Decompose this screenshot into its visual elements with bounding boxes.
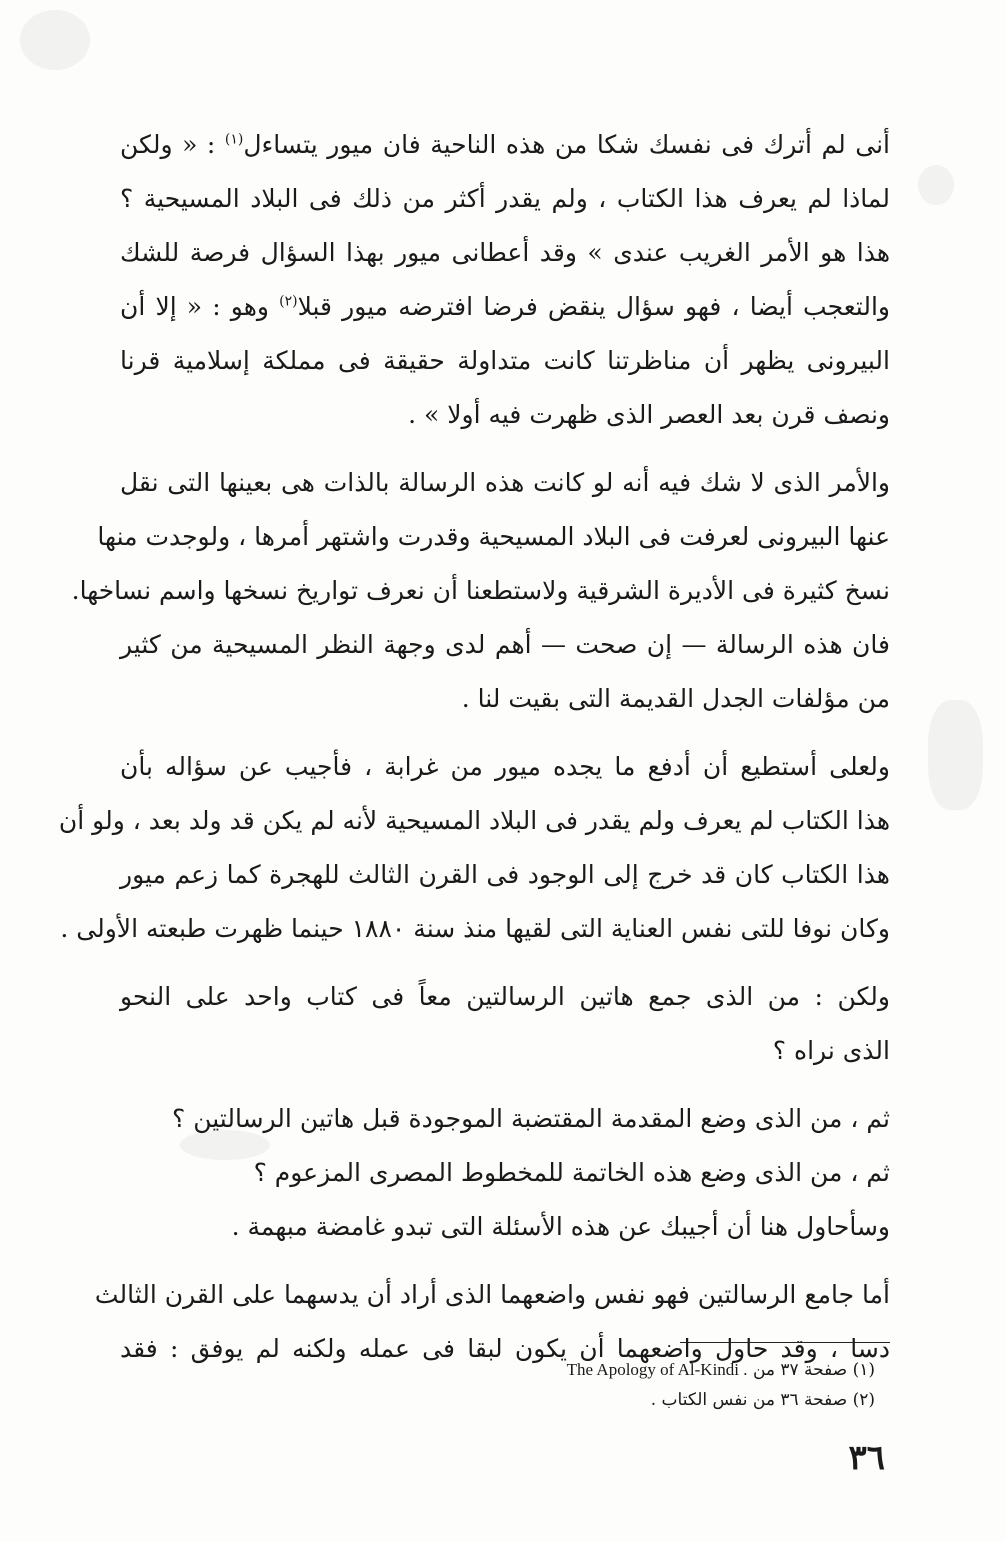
footnote-divider	[680, 1342, 890, 1343]
text-line: ونصف قرن بعد العصر الذى ظهرت فيه أولا » .	[408, 400, 890, 429]
footnotes	[135, 1355, 875, 1415]
text-line: والتعجب أيضا ، فهو سؤال ينقض فرضا افترضه ميور قبلا$^{(٢)}$ وهو : « إلا أن	[120, 292, 890, 321]
page-number: ٣٦	[848, 1438, 885, 1478]
footnote-1: (١) صفحة ٣٧ من The Apology of Al-Kindi .	[566, 1360, 875, 1380]
text-line: هذا الكتاب كان قد خرج إلى الوجود فى القرن الثالث للهجرة كما زعم ميور	[120, 860, 890, 889]
text-line: لماذا لم يعرف هذا الكتاب ، ولم يقدر أكثر من ذلك فى البلاد المسيحية ؟	[120, 184, 890, 213]
scan-smudge	[20, 10, 90, 70]
text-line: والأمر الذى لا شك فيه أنه لو كانت هذه الرسالة بالذات هى بعينها التى نقل	[120, 468, 890, 497]
scan-smudge	[918, 165, 954, 205]
text-line: ولكن : من الذى جمع هاتين الرسالتين معاً فى كتاب واحد على النحو	[120, 982, 890, 1011]
text-line: أما جامع الرسالتين فهو نفس واضعهما الذى أراد أن يدسهما على القرن الثالث	[94, 1280, 890, 1309]
text-line: هذا هو الأمر الغريب عندى » وقد أعطانى ميور بهذا السؤال فرصة للشك	[120, 238, 890, 267]
text-line: من مؤلفات الجدل القديمة التى بقيت لنا .	[461, 684, 890, 713]
text-line: ثم ، من الذى وضع هذه الخاتمة للمخطوط المصرى المزعوم ؟	[253, 1158, 890, 1187]
body-text	[58, 118, 890, 1376]
text-line: البيرونى يظهر أن مناظرتنا كانت متداولة حقيقة فى مملكة إسلامية قرنا	[120, 346, 890, 375]
text-line: ولعلى أستطيع أن أدفع ما يجده ميور من غرابة ، فأجيب عن سؤاله بأن	[120, 752, 890, 781]
text-line: وكان نوفا للتى نفس العناية التى لقيها منذ سنة ١٨٨٠ حينما ظهرت طبعته الأولى .	[60, 914, 890, 943]
text-line: أنى لم أترك فى نفسك شكا من هذه الناحية فان ميور يتساءل$^{(١)}$ : « ولكن	[120, 130, 890, 159]
footnote-2: (٢) صفحة ٣٦ من نفس الكتاب .	[650, 1390, 875, 1410]
text-line: هذا الكتاب لم يعرف ولم يقدر فى البلاد المسيحية لأنه لم يكن قد ولد بعد ، ولو أن	[58, 806, 890, 835]
scan-smudge	[928, 700, 983, 810]
text-line: نسخ كثيرة فى الأديرة الشرقية ولاستطعنا أن نعرف تواريخ نسخها واسم نساخها.	[71, 576, 890, 605]
text-line: دسا ، وقد حاول واضعهما أن يكون لبقا فى عمله ولكنه لم يوفق : فقد	[120, 1334, 890, 1363]
text-line: وسأحاول هنا أن أجيبك عن هذه الأسئلة التى تبدو غامضة مبهمة .	[231, 1212, 890, 1241]
text-line: عنها البيرونى لعرفت فى البلاد المسيحية وقدرت واشتهر أمرها ، ولوجدت منها	[97, 522, 890, 551]
text-line: ثم ، من الذى وضع المقدمة المقتضبة الموجودة قبل هاتين الرسالتين ؟	[172, 1104, 890, 1133]
text-line: الذى نراه ؟	[772, 1036, 890, 1065]
text-line: فان هذه الرسالة — إن صحت — أهم لدى وجهة النظر المسيحية من كثير	[120, 630, 890, 659]
